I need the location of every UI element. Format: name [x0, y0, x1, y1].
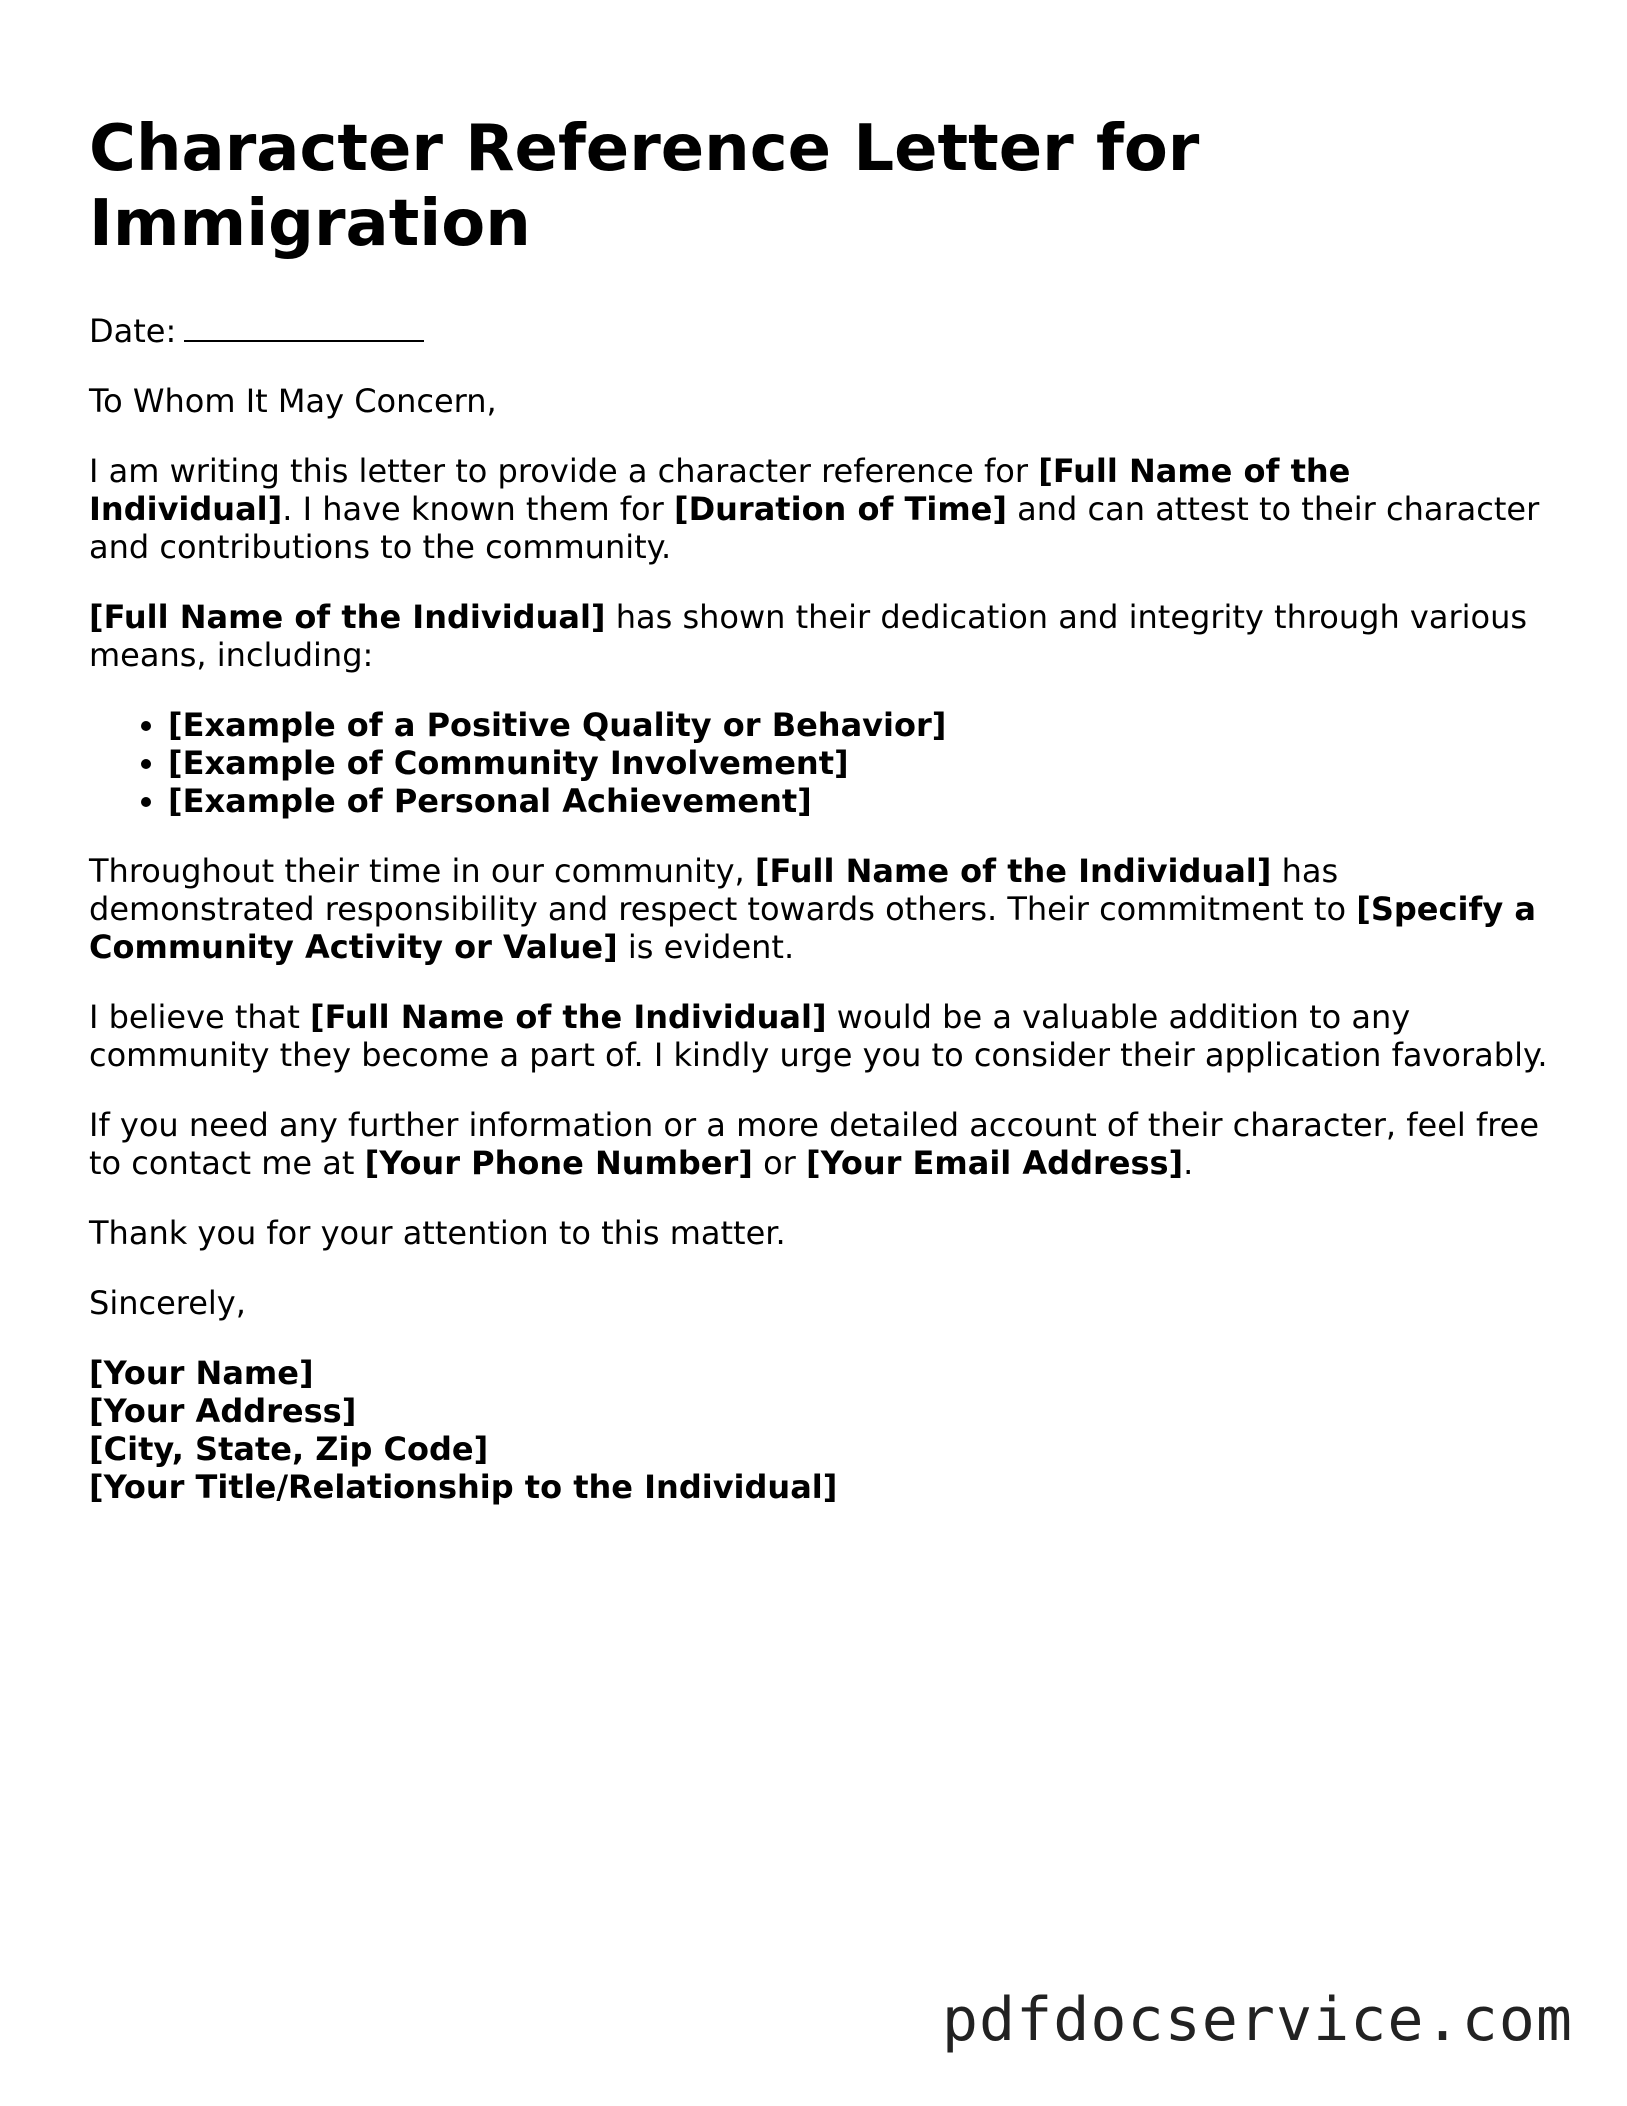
placeholder-email: [Your Email Address] [805, 1144, 1184, 1182]
paragraph-contact: If you need any further information or a more detailed account of their character, feel free to contact me at [Your Phone Number] or [Your Email Address]. [89, 1106, 1540, 1182]
page-title: Character Reference Letter for Immigration [89, 112, 1200, 261]
date-blank-line [184, 310, 424, 342]
list-item: • [Example of Personal Achievement] [168, 782, 1549, 820]
signature-address: [Your Address] [89, 1392, 357, 1430]
paragraph-intro: I am writing this letter to provide a character reference for [Full Name of the Individual]. I have known them for [Duration of Time] and can attest to their character and contributions to the community. [89, 452, 1540, 566]
closing: Sincerely, [89, 1284, 246, 1322]
list-item: • [Example of Community Involvement] [168, 744, 1549, 782]
date-label: Date: [89, 312, 177, 350]
examples-list [89, 706, 1549, 820]
letter-page [89, 112, 1549, 1506]
salutation: To Whom It May Concern, [89, 382, 497, 420]
placeholder-phone: [Your Phone Number] [364, 1144, 753, 1182]
paragraph-recommendation: I believe that [Full Name of the Individual] would be a valuable addition to any community they become a part of. I kindly urge you to consider their application favorably. [89, 998, 1548, 1074]
thanks-line: Thank you for your attention to this matter. [89, 1214, 786, 1252]
signature-block [89, 1354, 1549, 1506]
placeholder-full-name: [Full Name of the Individual] [310, 998, 827, 1036]
signature-city: [City, State, Zip Code] [89, 1430, 489, 1468]
signature-title: [Your Title/Relationship to the Individual] [89, 1468, 838, 1506]
placeholder-duration: [Duration of Time] [673, 490, 1007, 528]
placeholder-activity: [Specify a Community Activity or Value] [89, 890, 1536, 966]
watermark: pdfdocservice.com [941, 1985, 1573, 2055]
paragraph-dedication: [Full Name of the Individual] has shown their dedication and integrity through various means, including: [89, 598, 1528, 674]
list-item: • [Example of a Positive Quality or Behavior] [168, 706, 1549, 744]
placeholder-full-name: [Full Name of the Individual] [89, 598, 606, 636]
signature-name: [Your Name] [89, 1354, 314, 1392]
placeholder-full-name: [Full Name of the Individual] [754, 852, 1272, 890]
date-field [89, 310, 1549, 350]
placeholder-full-name: [Full Name of the Individual] [89, 452, 1351, 528]
paragraph-community: Throughout their time in our community, [Full Name of the Individual] has demonstrated responsibility and respect towards others. Their commitment to [Specify a Community Activity or Value] is evident. [89, 852, 1536, 966]
